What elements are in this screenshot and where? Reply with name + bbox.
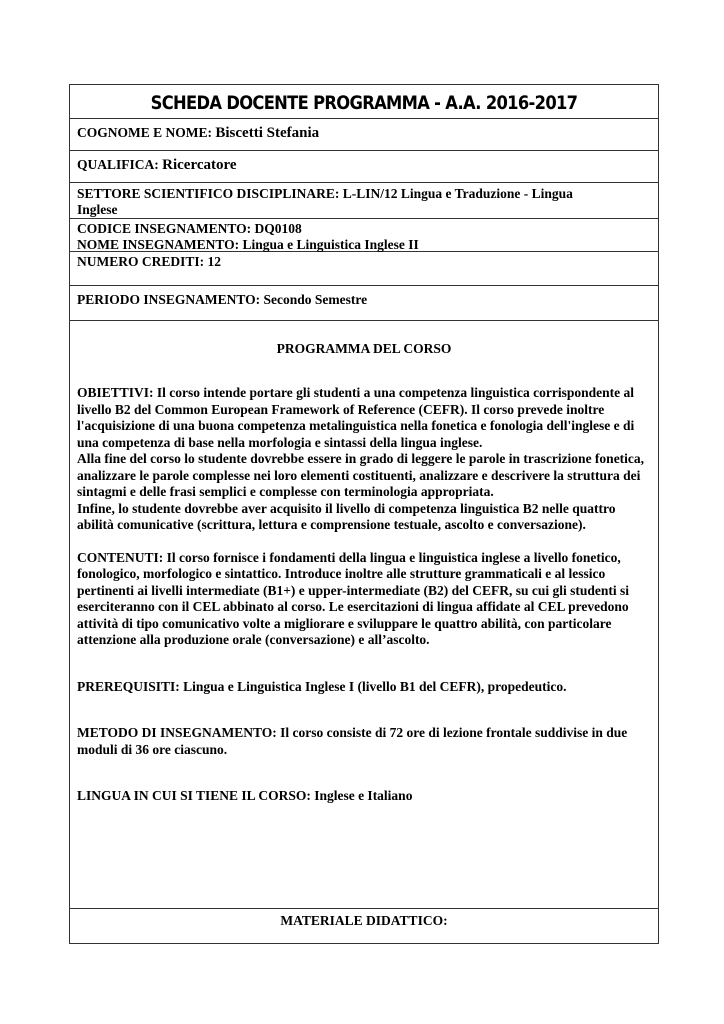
crediti-row <box>69 252 659 286</box>
periodo-row <box>69 286 659 321</box>
obiettivi-paragraph-1: OBIETTIVI: Il corso intende portare gli studenti a una competenza linguistica corrispondente al livello B2 del Common European Framework of Reference (CEFR). Il corso prevede inoltre l'acquisizione di una buona competenza metalinguistica nella fonetica e fonologia dell'inglese e di una competenza di base nella morfologia e sintassi della lingua inglese. <box>77 385 635 450</box>
programma-title: PROGRAMMA DEL CORSO <box>276 341 452 356</box>
cognome-value: Biscetti Stefania <box>215 125 320 141</box>
contenuti-paragraph: CONTENUTI: Il corso fornisce i fondamenti della lingua e linguistica inglese a livello fonetico, fonologico, morfologico e sintattico. Introduce inoltre alle strutture grammaticali e al lessico pertinenti ai livelli intermediate (B1+) e upper-intermediate (B2) del CEFR, su cui gli studenti si eserciteranno con il CEL abbinato al corso. Le esercitazioni di lingua affidate al CEL prevedono attività di tipo comunicativo volte a migliorare e sviluppare le quattro abilità, con particolare attenzione alla produzione orale (conversazione) e all’ascolto. <box>77 549 630 647</box>
program-sheet <box>69 84 659 944</box>
codice-insegnamento: CODICE INSEGNAMENTO: DQ0108 <box>77 221 302 236</box>
materiale-title: MATERIALE DIDATTICO: <box>280 913 448 928</box>
codice-row <box>69 219 659 252</box>
qualifica-value: Ricercatore <box>162 157 237 173</box>
programma-section <box>69 321 659 909</box>
settore-row <box>69 183 659 219</box>
cognome-label: COGNOME E NOME: <box>77 125 212 140</box>
metodo-paragraph: METODO DI INSEGNAMENTO: Il corso consiste di 72 ore di lezione frontale suddivise in due moduli di 36 ore ciascuno. <box>77 725 628 757</box>
prerequisiti-paragraph: PREREQUISITI: Lingua e Linguistica Inglese I (livello B1 del CEFR), propedeutico. <box>77 678 567 694</box>
title-row <box>69 84 659 119</box>
cognome-row <box>69 119 659 151</box>
qualifica-row <box>69 151 659 183</box>
periodo-insegnamento: PERIODO INSEGNAMENTO: Secondo Semestre <box>77 292 368 307</box>
nome-insegnamento: NOME INSEGNAMENTO: Lingua e Linguistica Inglese II <box>77 237 419 252</box>
obiettivi-paragraph-2: Alla fine del corso lo studente dovrebbe essere in grado di leggere le parole in trascrizione fonetica, analizzare le parole complesse nei loro elementi costituenti, analizzare e descrivere la struttura dei sintagmi e delle frasi semplici e complesse con terminologia appropriata. <box>77 451 645 499</box>
obiettivi-paragraph-3: Infine, lo studente dovrebbe aver acquisito il livello di competenza linguistica B2 nelle quattro abilità comunicative (scrittura, lettura e comprensione testuale, ascolto e conversazione). <box>77 500 616 532</box>
numero-crediti: NUMERO CREDITI: 12 <box>77 254 222 269</box>
lingua-paragraph: LINGUA IN CUI SI TIENE IL CORSO: Inglese e Italiano <box>77 788 413 803</box>
page-title: SCHEDA DOCENTE PROGRAMMA - A.A. 2016-2017 <box>150 91 578 114</box>
settore-line-1: SETTORE SCIENTIFICO DISCIPLINARE: L-LIN/12 Lingua e Traduzione - Lingua <box>77 186 573 201</box>
settore-line-2: Inglese <box>77 202 118 217</box>
qualifica-label: QUALIFICA: <box>77 157 159 172</box>
materiale-row <box>69 909 659 944</box>
